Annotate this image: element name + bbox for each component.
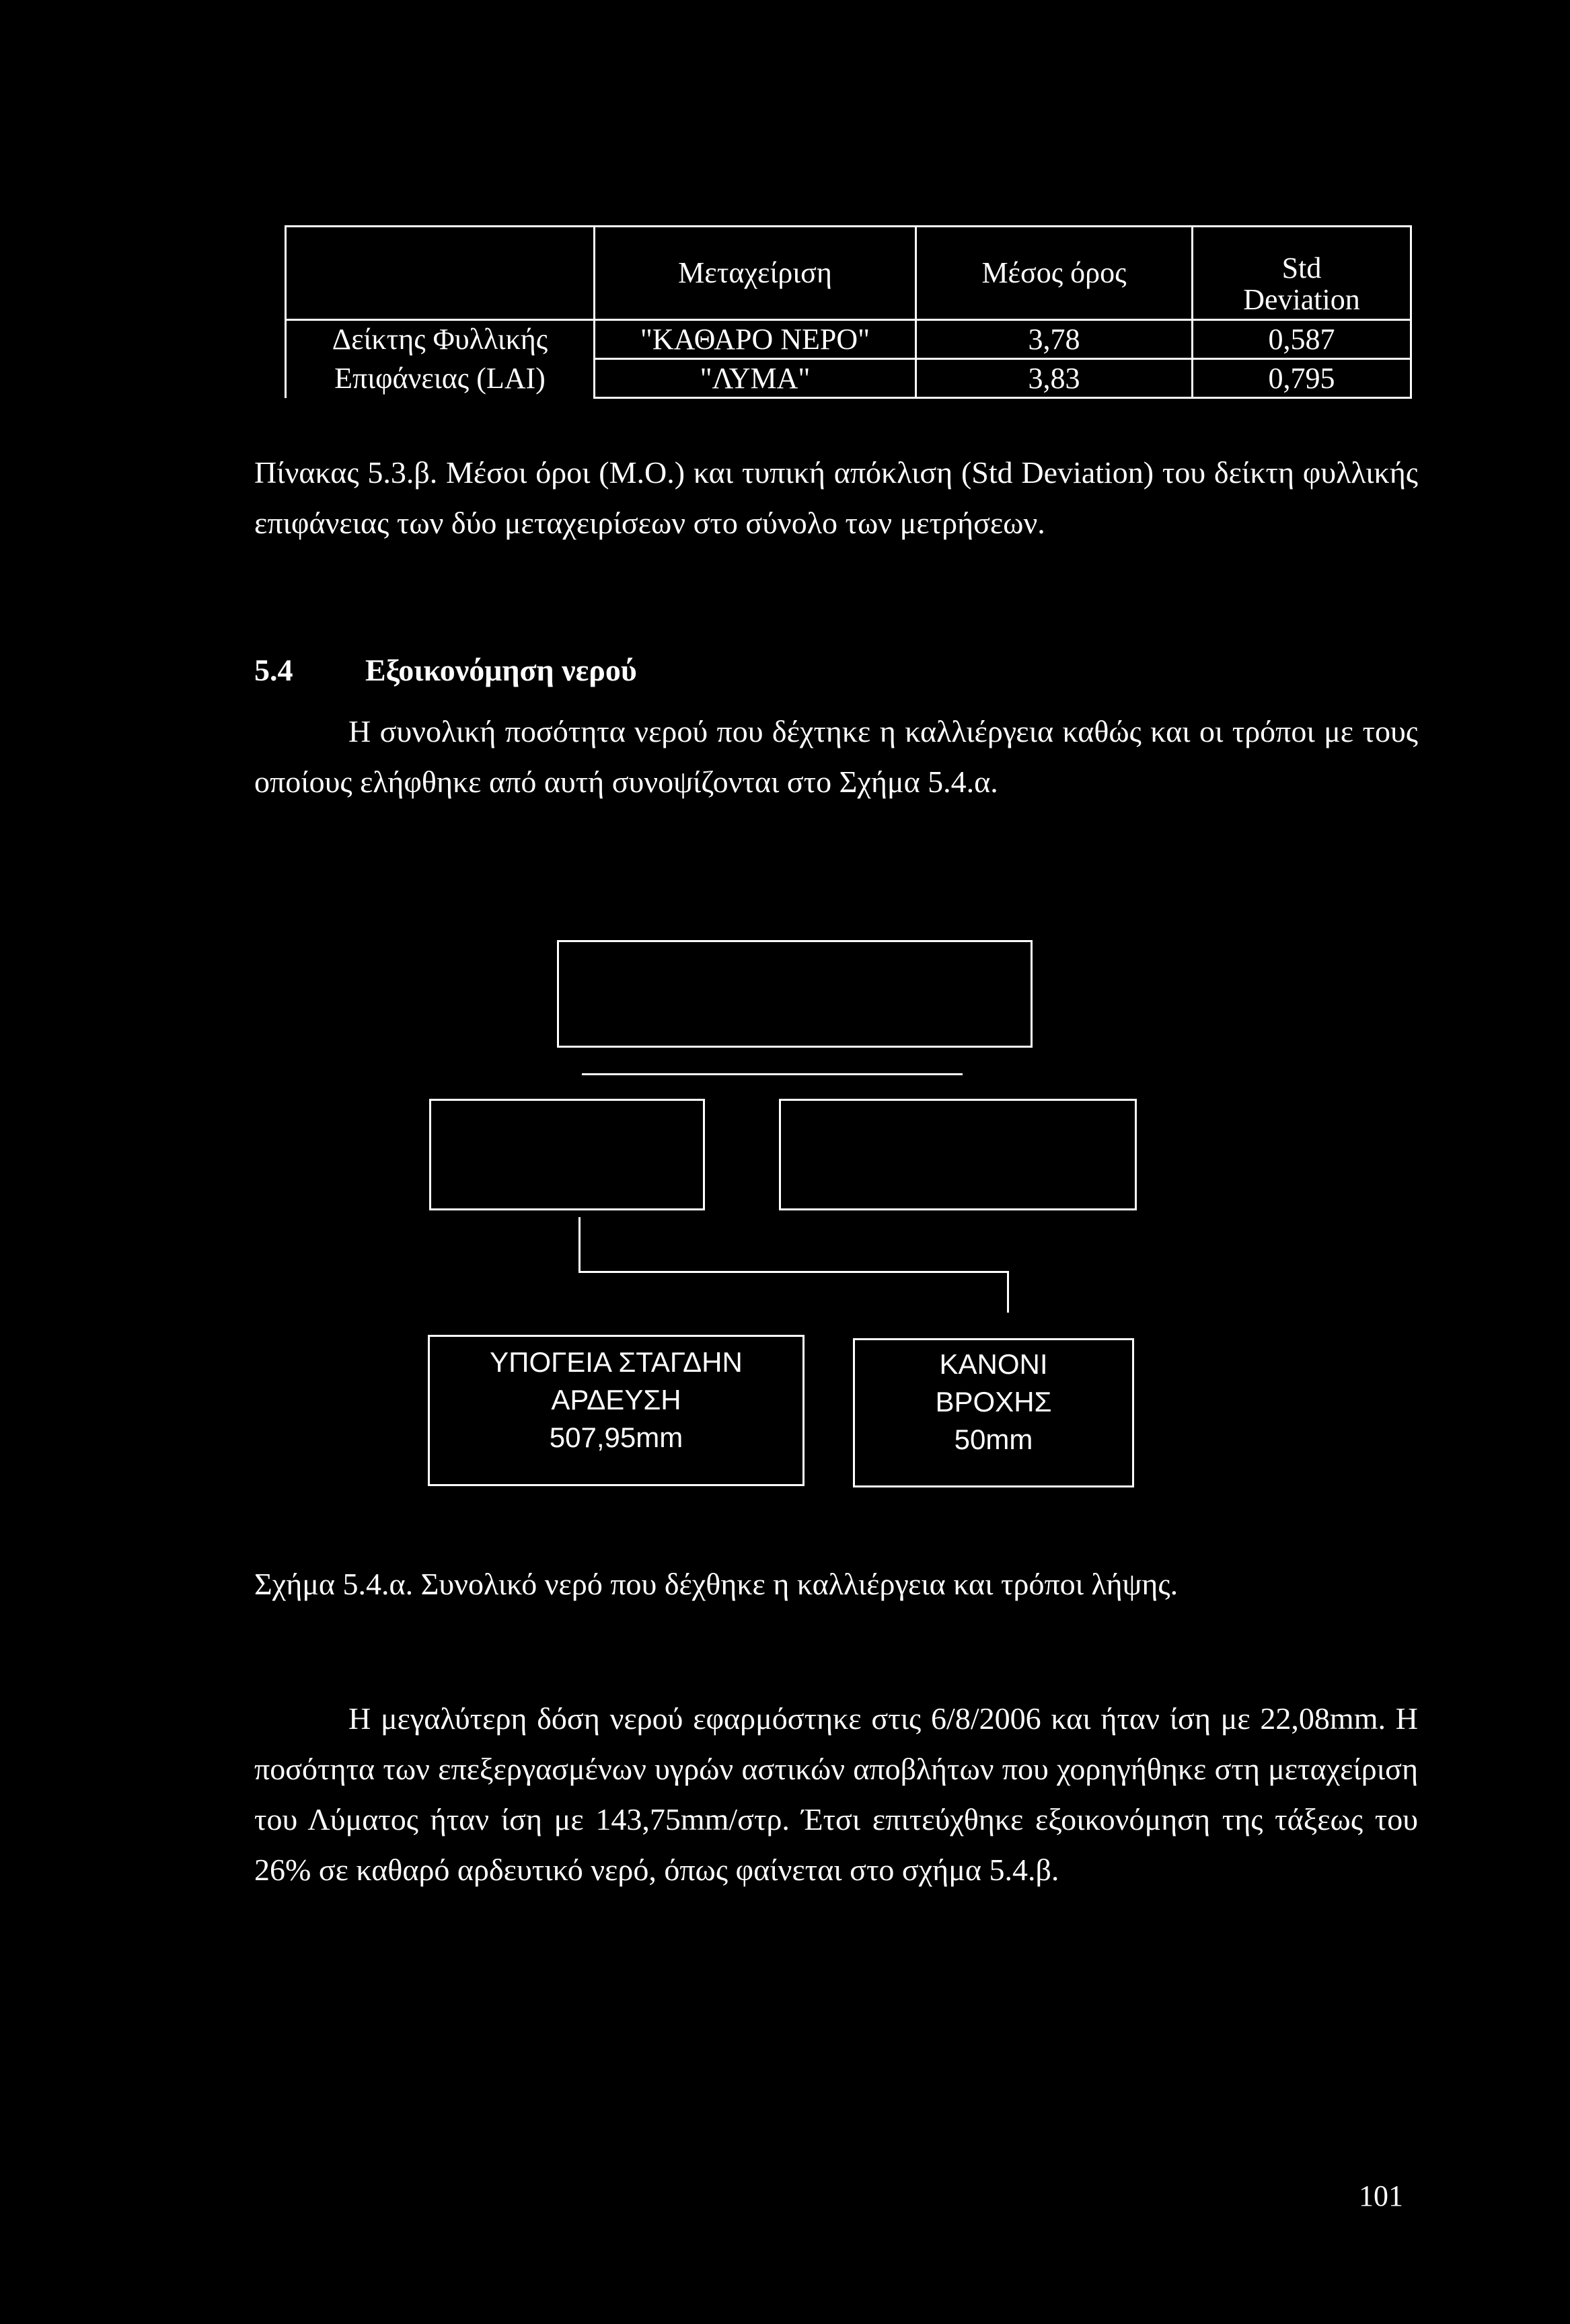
table-row bbox=[286, 359, 1411, 398]
table-caption-block bbox=[254, 447, 1418, 548]
section-intro: Η συνολική ποσότητα νερού που δέχτηκε η καλλιέργεια καθώς και οι τρόποι με τους οποίους ελήφθηκε από αυτή συνοψίζονται στο Σχήμα 5.4.α. bbox=[254, 714, 1418, 799]
table-cell-std: 0,587 bbox=[1193, 320, 1411, 359]
figure-caption-block bbox=[254, 1559, 1418, 1609]
closing-paragraph: Η μεγαλύτερη δόση νερού εφαρμόστηκε στις 6/8/2006 και ήταν ίση με 22,08mm. Η ποσότητα των επεξεργασμένων υγρών αστικών αποβλήτων που χορηγήθηκε στη μεταχείριση του Λύματος ήταν ίση με 143,75mm/στρ. Έτσι επιτεύχθηκε εξοικονόμηση της τάξεως του 26% σε καθαρό αρδευτικό νερό, όπως φαίνεται στο σχήμα 5.4.β. bbox=[254, 1701, 1418, 1887]
figure-caption: Σχήμα 5.4.α. Συνολικό νερό που δέχθηκε η καλλιέργεια και τρόποι λήψης. bbox=[254, 1567, 1179, 1601]
table-header-row bbox=[286, 227, 1411, 320]
drip-box-line1: ΥΠΟΓΕΙΑ ΣΤΑΓΔΗΝ bbox=[490, 1346, 743, 1378]
rain-box-line2: ΒΡΟΧΗΣ bbox=[935, 1386, 1052, 1418]
diagram-vertical-line bbox=[1007, 1271, 1009, 1313]
closing-paragraph-block bbox=[254, 1693, 1418, 1895]
table-cell-mean: 3,83 bbox=[916, 359, 1193, 398]
diagram-middle-right-box bbox=[779, 1099, 1137, 1210]
drip-box-value: 507,95mm bbox=[549, 1422, 683, 1453]
table-cell-treatment: "ΛΥΜΑ" bbox=[595, 359, 916, 398]
diagram-middle-left-box bbox=[429, 1099, 705, 1210]
table-row-label-line2: Επιφάνειας (LAI) bbox=[286, 359, 595, 398]
diagram-box-drip-irrigation bbox=[428, 1335, 805, 1486]
table-cell-std: 0,795 bbox=[1193, 359, 1411, 398]
drip-box-line2: ΑΡΔΕΥΣΗ bbox=[551, 1384, 681, 1416]
lai-stats-table bbox=[285, 225, 1412, 399]
table-header-empty bbox=[286, 227, 595, 320]
table-header-std-line1: Std bbox=[1281, 251, 1322, 284]
diagram-box-rain-gun bbox=[853, 1338, 1134, 1487]
section-number: 5.4 bbox=[254, 653, 293, 687]
diagram-connector-line bbox=[578, 1271, 1009, 1273]
section-intro-block bbox=[254, 706, 1418, 807]
table-caption: Πίνακας 5.3.β. Μέσοι όροι (Μ.Ο.) και τυπική απόκλιση (Std Deviation) του δείκτη φυλλικής επιφάνειας των δύο μεταχειρίσεων στο σύνολο των μετρήσεων. bbox=[254, 455, 1418, 540]
table-header-std bbox=[1193, 227, 1411, 320]
page-number: 101 bbox=[1359, 2179, 1403, 2212]
table-header-std-line2: Deviation bbox=[1243, 283, 1360, 317]
table-cell-treatment: "ΚΑΘΑΡΟ ΝΕΡΟ" bbox=[595, 320, 916, 359]
section-title: Εξοικονόμηση νερού bbox=[365, 653, 637, 687]
rain-box-value: 50mm bbox=[954, 1424, 1033, 1455]
diagram-vertical-line bbox=[578, 1217, 581, 1271]
section-heading bbox=[254, 652, 637, 688]
table-header-treatment: Μεταχείριση bbox=[595, 227, 916, 320]
table-row-label-line1: Δείκτης Φυλλικής bbox=[286, 320, 595, 359]
table-row bbox=[286, 320, 1411, 359]
table-cell-mean: 3,78 bbox=[916, 320, 1193, 359]
table-header-mean: Μέσος όρος bbox=[916, 227, 1193, 320]
diagram-top-box bbox=[557, 940, 1033, 1048]
rain-box-line1: ΚΑΝΟΝΙ bbox=[939, 1348, 1048, 1380]
diagram-connector-line bbox=[582, 1073, 963, 1075]
